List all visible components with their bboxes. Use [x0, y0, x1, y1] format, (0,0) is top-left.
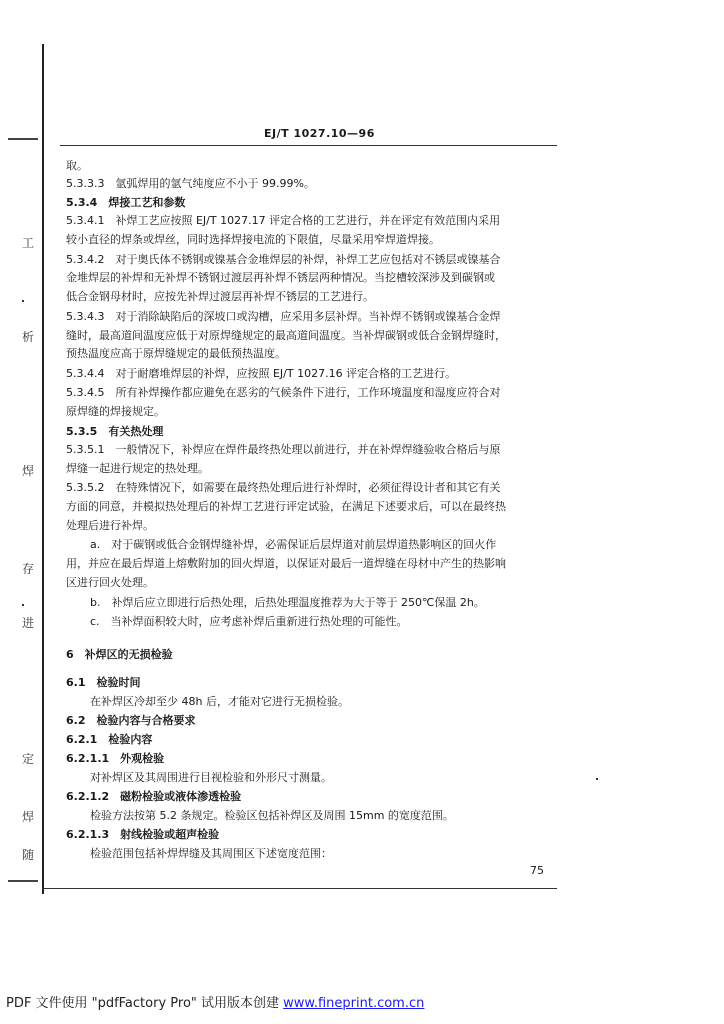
footer-rule: [42, 888, 557, 889]
margin-char: 焊: [22, 464, 35, 478]
margin-char: 进: [22, 616, 35, 630]
section-heading: 6.2 检验内容与合格要求: [66, 714, 196, 727]
binding-edge-mark: [8, 138, 38, 140]
section-heading: 6.1 检验时间: [66, 676, 141, 689]
body-line: 低合金钢母材时，应按先补焊过渡层再补焊不锈层的工艺进行。: [66, 290, 374, 303]
margin-char: 焊: [22, 810, 35, 824]
body-line: 5.3.4.2 对于奥氏体不锈钢或镍基合金堆焊层的补焊，补焊工艺应包括对不锈层或镍基合: [66, 253, 501, 266]
body-line: 在补焊区冷却至少 48h 后，才能对它进行无损检验。: [90, 695, 349, 708]
section-heading: 6.2.1.2 磁粉检验或液体渗透检验: [66, 790, 242, 803]
body-line: 焊缝一起进行规定的热处理。: [66, 462, 209, 475]
body-line: 取。: [66, 159, 88, 172]
body-line: 5.3.4.4 对于耐磨堆焊层的补焊，应按照 EJ/T 1027.16 评定合格的工艺进行。: [66, 367, 457, 380]
scan-speck: [22, 300, 24, 302]
list-item: b. 补焊后应立即进行后热处理，后热处理温度推荐为大于等于 250℃保温 2h。: [90, 596, 485, 609]
binding-edge-line: [42, 44, 44, 894]
body-line: 5.3.4.3 对于消除缺陷后的深坡口或沟槽，应采用多层补焊。当补焊不锈钢或镍基合金焊: [66, 310, 501, 323]
body-line: 5.3.4.5 所有补焊操作都应避免在恶劣的气候条件下进行，工作环境温度和湿度应符合对: [66, 386, 501, 399]
body-line: 处理后进行补焊。: [66, 519, 154, 532]
body-line: 原焊缝的焊接规定。: [66, 405, 165, 418]
fineprint-link[interactable]: www.fineprint.com.cn: [283, 996, 425, 1011]
body-line: 检验方法按第 5.2 条规定。检验区包括补焊区及周围 15mm 的宽度范围。: [90, 809, 454, 822]
section-heading: 6.2.1.3 射线检验或超声检验: [66, 828, 220, 841]
body-line: 缝时，最高道间温度应低于对原焊缝规定的最高道间温度。当补焊碳钢或低合金钢焊缝时，: [66, 329, 506, 342]
body-line: 金堆焊层的补焊和无补焊不锈钢过渡层再补焊不锈层两种情况。当挖槽较深涉及到碳钢或: [66, 271, 495, 284]
margin-char: 析: [22, 330, 35, 344]
body-line: 用，并应在最后焊道上熔敷附加的回火焊道，以保证对最后一道焊缝在母材中产生的热影响: [66, 557, 506, 570]
section-heading: 6.2.1.1 外观检验: [66, 752, 165, 765]
page-number: 75: [530, 864, 544, 877]
binding-edge-mark: [8, 880, 38, 882]
header-rule: [60, 145, 557, 146]
body-line: 较小直径的焊条或焊丝，同时选择焊接电流的下限值，尽量采用窄焊道焊接。: [66, 233, 440, 246]
body-line: 预热温度应高于原焊缝规定的最低预热温度。: [66, 347, 286, 360]
section-heading: 6.2.1 检验内容: [66, 733, 153, 746]
margin-char: 随: [22, 848, 35, 862]
section-heading: 5.3.4 焊接工艺和参数: [66, 196, 186, 209]
body-line: 区进行回火处理。: [66, 576, 154, 589]
body-line: 5.3.3.3 氩弧焊用的氩气纯度应不小于 99.99%。: [66, 177, 315, 190]
body-line: 5.3.5.1 一般情况下，补焊应在焊件最终热处理以前进行，并在补焊焊缝验收合格后与原: [66, 443, 501, 456]
chapter-heading: 6 补焊区的无损检验: [66, 648, 173, 661]
section-heading: 5.3.5 有关热处理: [66, 425, 164, 438]
pdf-creator-footer: [6, 992, 424, 1011]
standard-header: EJ/T 1027.10—96: [264, 127, 375, 140]
body-line: 对补焊区及其周围进行目视检验和外形尺寸测量。: [90, 771, 332, 784]
body-line: 方面的同意，并模拟热处理后的补焊工艺进行评定试验，在满足下述要求后，可以在最终热: [66, 500, 506, 513]
body-line: 5.3.4.1 补焊工艺应按照 EJ/T 1027.17 评定合格的工艺进行，并在评定有效范围内采用: [66, 214, 501, 227]
margin-char: 存: [22, 562, 35, 576]
list-item: a. 对于碳钢或低合金钢焊缝补焊，必需保证后层焊道对前层焊道热影响区的回火作: [90, 538, 497, 551]
margin-char: 定: [22, 752, 35, 766]
scan-speck: [22, 604, 24, 606]
scan-speck: [596, 778, 598, 780]
body-line: 5.3.5.2 在特殊情况下，如需要在最终热处理后进行补焊时，必须征得设计者和其它有关: [66, 481, 501, 494]
list-item: c. 当补焊面积较大时，应考虑补焊后重新进行热处理的可能性。: [90, 615, 408, 628]
body-line: 检验范围包括补焊焊缝及其周围区下述宽度范围：: [90, 847, 332, 860]
footer-text: PDF 文件使用 "pdfFactory Pro" 试用版本创建: [6, 996, 284, 1011]
margin-char: 工: [22, 236, 35, 250]
